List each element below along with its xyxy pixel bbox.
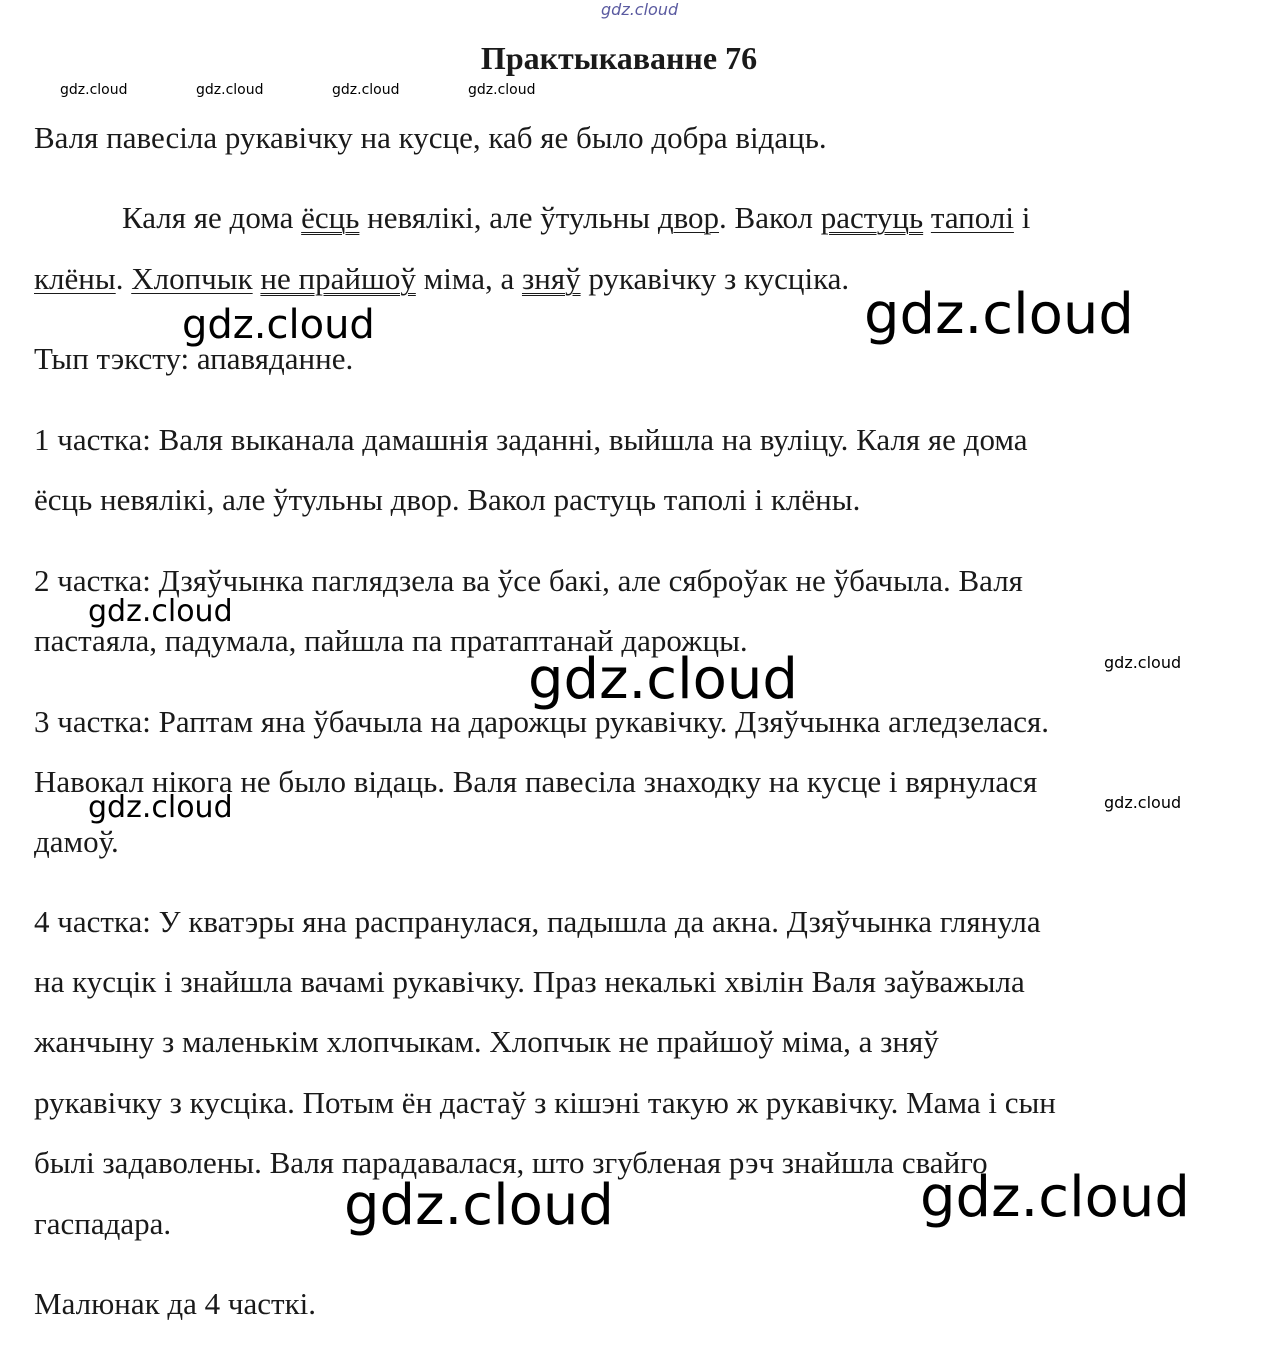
text-type: Тып тэксту: апавяданне. [34, 341, 354, 376]
watermark-8: gdz.cloud [344, 1173, 614, 1238]
part-1-line-2: ёсць невялікі, але ўтульны двор. Вакол растуць таполі і клёны. [34, 482, 861, 517]
analysis-text: Каля яе дома [122, 200, 294, 235]
part-4-line-5: былі задаволены. Валя парадавалася, што згубленая рэч знайшла свайго [34, 1145, 988, 1180]
part-4-line-3: жанчыну з маленькім хлопчыкам. Хлопчык не прайшоў міма, а зняў [34, 1024, 939, 1059]
watermark-3: gdz.cloud [88, 594, 233, 629]
page-title: Практыкаванне 76 [480, 40, 758, 76]
analysis-text: . [115, 261, 124, 296]
predicate-ne-prayshou: не прайшоў [260, 261, 416, 296]
watermark-small-1: gdz.cloud [60, 82, 128, 98]
subject-tapoli: таполі [930, 200, 1014, 235]
analysis-text: і [1021, 200, 1031, 235]
part-4-line-4: рукавічку з кусціка. Потым ён дастаў з кішэні такую ж рукавічку. Мама і сын [34, 1085, 1056, 1120]
predicate-rastuc: растуць [820, 200, 924, 235]
part-4-line-2: на кусцік і знайшла вачамі рукавічку. Праз некалькі хвілін Валя заўважыла [34, 964, 1025, 999]
subject-dvor: двор [657, 200, 720, 235]
watermark-7: gdz.cloud [1104, 793, 1182, 812]
watermark-4: gdz.cloud [528, 647, 798, 712]
watermark-5: gdz.cloud [1104, 653, 1182, 672]
watermark-1: gdz.cloud [182, 302, 375, 348]
part-3-line-1: 3 частка: Раптам яна ўбачыла на дарожцы рукавічку. Дзяўчынка агледзелася. [34, 704, 1050, 739]
part-2-line-2: пастаяла, падумала, пайшла па пратаптанай дарожцы. [34, 623, 748, 658]
part-4-line-1: 4 частка: У кватэры яна распранулася, падышла да акна. Дзяўчынка глянула [34, 904, 1041, 939]
part-3-line-3: дамоў. [34, 824, 119, 859]
analysis-text: рукавічку з кусціка. [588, 261, 850, 296]
watermark-small-4: gdz.cloud [468, 82, 536, 98]
analysis-line-1 [122, 198, 1030, 238]
watermark-6: gdz.cloud [88, 790, 233, 825]
predicate-yesc: ёсць [301, 200, 360, 235]
watermark-small-3: gdz.cloud [332, 82, 400, 98]
analysis-text: невялікі, але ўтульны [367, 200, 651, 235]
part-3-line-2: Навокал нікога не было відаць. Валя павесіла знаходку на кусце і вярнулася [34, 764, 1038, 799]
analysis-text: . Вакол [719, 200, 813, 235]
subject-klyony: клёны [34, 261, 116, 296]
subject-hlopchyk: Хлопчык [131, 261, 253, 296]
summary-sentence: Валя павесіла рукавічку на кусце, каб яе было добра відаць. [34, 120, 827, 155]
predicate-znyau: зняў [521, 261, 581, 296]
part-1-line-1: 1 частка: Валя выканала дамашнія заданні, выйшла на вуліцу. Каля яе дома [34, 422, 1028, 457]
drawing-caption: Малюнак да 4 часткі. [34, 1286, 316, 1321]
analysis-line-2 [34, 259, 849, 299]
watermark-top: gdz.cloud [601, 0, 679, 19]
analysis-text: міма, а [423, 261, 515, 296]
part-2-line-1: 2 частка: Дзяўчынка паглядзела ва ўсе бакі, але сяброўак не ўбачыла. Валя [34, 563, 1023, 598]
watermark-9: gdz.cloud [920, 1165, 1190, 1230]
part-4-line-6: гаспадара. [34, 1206, 172, 1241]
watermark-small-2: gdz.cloud [196, 82, 264, 98]
watermark-2: gdz.cloud [864, 282, 1134, 347]
